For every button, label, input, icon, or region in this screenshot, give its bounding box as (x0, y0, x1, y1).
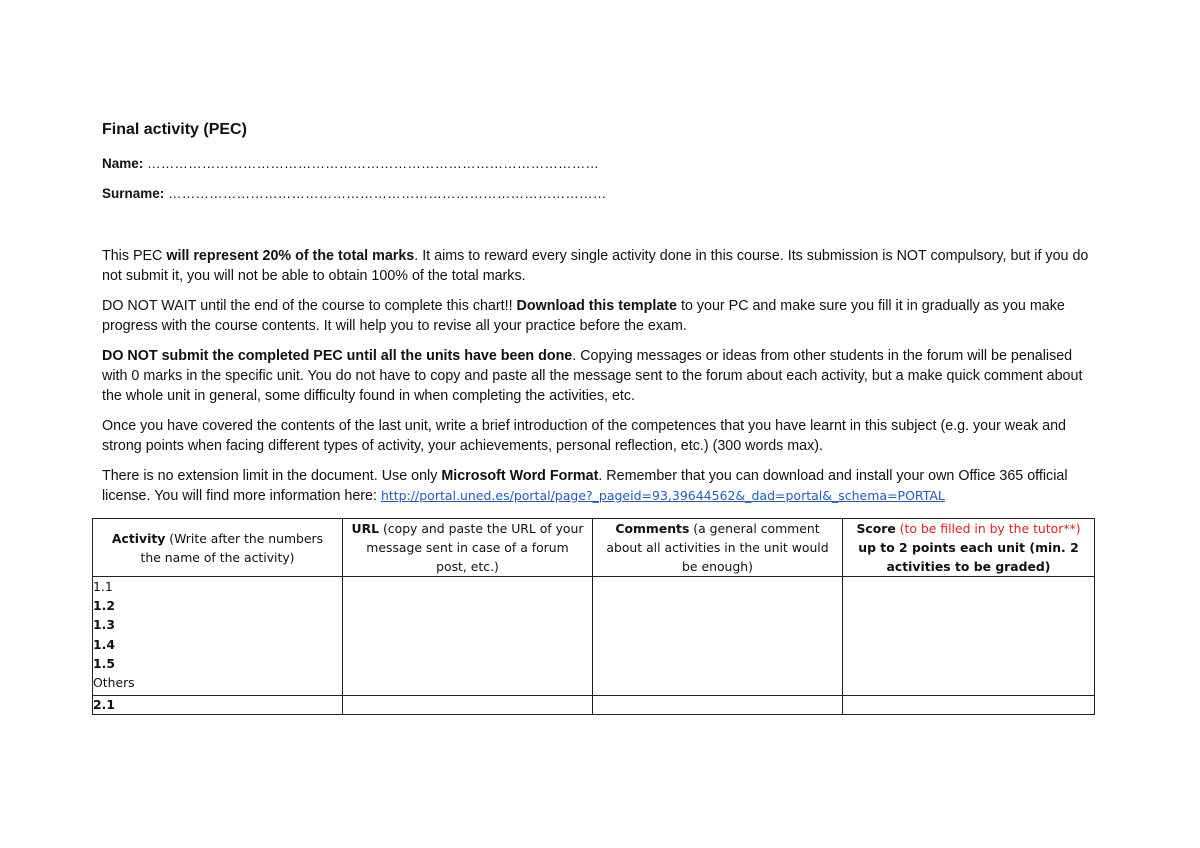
paragraph-intro: This PEC will represent 20% of the total marks. It aims to reward every single activity done in this course. Its submission is NOT compulsory, but if you do not submit it, you will not be able to obtain 100% of the total marks. (102, 248, 1089, 284)
header-score: Score (to be filled in by the tutor**) up to 2 points each unit (min. 2 activities to be graded) (843, 519, 1095, 577)
page-title: Final activity (PEC) (102, 121, 247, 138)
activity-item: 1.4 (93, 636, 115, 652)
unit1-score-cell[interactable] (843, 577, 1095, 696)
unit1-comments-cell[interactable] (593, 577, 843, 696)
header-url: URL (copy and paste the URL of your message sent in case of a forum post, etc.) (343, 519, 593, 577)
header-activity: Activity (Write after the numbers the name of the activity) (93, 519, 343, 577)
unit2-score-cell[interactable] (843, 696, 1095, 715)
activity-item: 1.5 (93, 655, 115, 671)
activity-item: 1.3 (93, 617, 115, 633)
unit2-activities-cell[interactable]: 2.1 (93, 696, 343, 715)
activity-item: 1.1 (93, 579, 113, 594)
surname-field (102, 186, 606, 201)
activity-item: 1.2 (93, 598, 115, 614)
unit1-activities-cell[interactable] (93, 577, 343, 696)
table-row (93, 696, 1095, 715)
name-label: Name: (102, 156, 144, 171)
surname-label: Surname: (102, 186, 165, 201)
table-header-row (93, 519, 1095, 577)
activity-table (92, 518, 1095, 715)
paragraph-competences: Once you have covered the contents of the last unit, write a brief introduction of the competences that you have learnt in this subject (e.g. your weak and strong points when facing different types of activity, your achievements, personal reflection, etc.) (300 words max). (102, 418, 1067, 454)
name-dots: ……………………………………………………………………………………… (147, 156, 600, 171)
paragraph-do-not-wait: DO NOT WAIT until the end of the course to complete this chart!! Download this template to your PC and make sure you fill it in gradually as you make progress with the course contents. It will help you to revise all your practice before the exam. (102, 298, 1065, 334)
activity-item: Others (93, 675, 135, 691)
unit2-comments-cell[interactable] (593, 696, 843, 715)
paragraph-format: There is no extension limit in the document. Use only Microsoft Word Format. Remember that you can download and install your own Office 365 official license. You will find more information here: http://portal.uned.es/portal/page?_pageid=93,39644562&_dad=portal&_schema=PORTAL (102, 468, 1068, 504)
table-row (93, 577, 1095, 696)
surname-dots: …………………………………………………………………………………… (168, 186, 607, 201)
header-comments: Comments (a general comment about all activities in the unit would be enough) (593, 519, 843, 577)
paragraph-do-not-submit: DO NOT submit the completed PEC until all the units have been done. Copying messages or ideas from other students in the forum will be penalised with 0 marks in the specific unit. You do not have to copy and paste all the message sent to the forum about each activity, but a make quick comment about the whole unit in general, some difficulty found in when completing the activities, etc. (102, 348, 1083, 404)
unit2-url-cell[interactable] (343, 696, 593, 715)
name-field (102, 156, 599, 171)
unit1-url-cell[interactable] (343, 577, 593, 696)
portal-link[interactable]: http://portal.uned.es/portal/page?_pageid=93,39644562&_dad=portal&_schema=PORTAL (380, 488, 945, 503)
